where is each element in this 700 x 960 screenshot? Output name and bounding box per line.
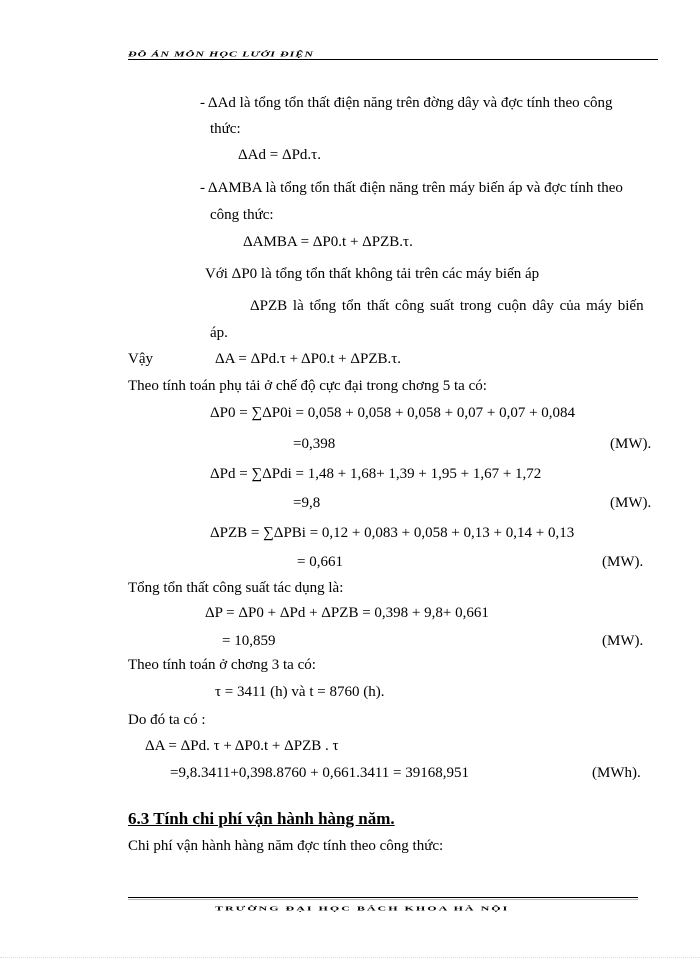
- text-line: thức:: [210, 121, 241, 137]
- unit: (MW).: [610, 495, 652, 511]
- section-heading: 6.3 Tính chi phí vận hành hàng năm.: [128, 809, 395, 828]
- formula-result: =9,8.3411+0,398.8760 + 0,661.3411 = 39168,951: [170, 765, 469, 781]
- formula: ΔAd = ΔPd.τ.: [238, 147, 321, 163]
- text-line: công thức:: [210, 207, 274, 223]
- formula-dpd: ΔPd = ∑ΔPdi = 1,48 + 1,68+ 1,39 + 1,95 + 1,67 + 1,72: [210, 466, 542, 482]
- text-line: Theo tính toán phụ tải ở chế độ cực đại trong chơng 5 ta có:: [128, 378, 487, 394]
- formula: τ = 3411 (h) và t = 8760 (h).: [215, 684, 385, 700]
- page-edge: [0, 957, 700, 958]
- text-line: ΔPZB là tổng tổn thất công suất trong cuộn dây của máy biến: [250, 298, 644, 314]
- footer-rule: [128, 897, 638, 900]
- formula-dp0: ΔP0 = ∑ΔP0i = 0,058 + 0,058 + 0,058 + 0,07 + 0,07 + 0,084: [210, 405, 576, 421]
- text-line: Với ΔP0 là tổng tổn thất không tải trên các máy biến áp: [205, 266, 540, 282]
- formula-result: = 0,661: [297, 554, 343, 570]
- text-line: Vậy: [128, 351, 153, 367]
- unit: (MW).: [602, 554, 644, 570]
- text-line: Do đó ta có :: [128, 712, 206, 728]
- text-line: - ΔAMBA là tổng tổn thất điện năng trên máy biến áp và đợc tính theo: [200, 180, 623, 196]
- formula: ΔA = ΔPd.τ + ΔP0.t + ΔPZB.τ.: [215, 351, 402, 367]
- text-line: Chi phí vận hành hàng năm đợc tính theo công thức:: [128, 838, 444, 854]
- formula-dp: ΔP = ΔP0 + ΔPd + ΔPZB = 0,398 + 9,8+ 0,661: [205, 605, 489, 621]
- formula-dpzb: ΔPZB = ∑ΔPBi = 0,12 + 0,083 + 0,058 + 0,13 + 0,14 + 0,13: [210, 525, 575, 541]
- unit: (MWh).: [592, 765, 641, 781]
- formula-result: =0,398: [293, 436, 336, 452]
- formula-result: =9,8: [293, 495, 321, 511]
- formula-result: = 10,859: [222, 633, 276, 649]
- text-line: Tổng tổn thất công suất tác dụng là:: [128, 580, 344, 596]
- page-footer: TRƯỜNG ĐẠI HỌC BÁCH KHOA HÀ NỘI: [215, 905, 510, 912]
- text-line: áp.: [210, 325, 228, 341]
- header-rule: [128, 59, 658, 60]
- text-line: Theo tính toán ở chơng 3 ta có:: [128, 657, 316, 673]
- unit: (MW).: [610, 436, 652, 452]
- formula-da: ΔA = ΔPd. τ + ΔP0.t + ΔPZB . τ: [145, 738, 339, 754]
- unit: (MW).: [602, 633, 644, 649]
- formula: ΔAMBA = ΔP0.t + ΔPZB.τ.: [243, 234, 413, 250]
- page-header: ĐỒ ÁN MÔN HỌC LƯỚI ĐIỆN: [128, 50, 314, 59]
- text-line: - ΔAd là tổng tổn thất điện năng trên đờng dây và đợc tính theo công: [200, 95, 613, 111]
